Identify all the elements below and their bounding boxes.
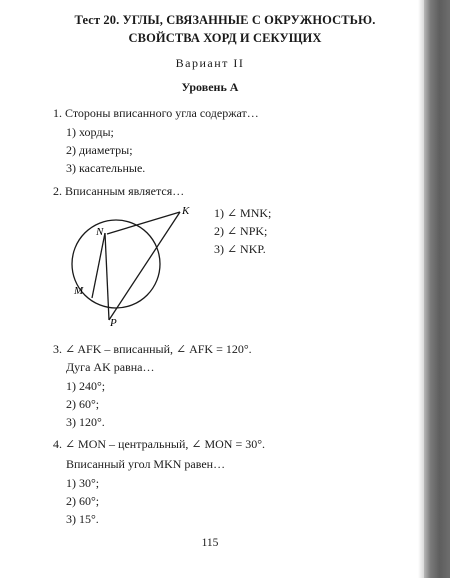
level-label: Уровень А bbox=[181, 80, 239, 94]
question-1-option-2: 2) диаметры; bbox=[66, 143, 133, 157]
question-4-option-3: 3) 15°. bbox=[66, 512, 99, 526]
label-p: P bbox=[110, 317, 117, 329]
label-n: N bbox=[96, 226, 104, 238]
question-2-text: 2. Вписанным является… bbox=[53, 184, 185, 198]
question-4-text: 4. ∠ MON – центральный, ∠ MON = 30°. bbox=[53, 437, 266, 451]
chord-pk bbox=[109, 212, 180, 320]
question-3-text: 3. ∠ AFK – вписанный, ∠ AFK = 120°. bbox=[53, 342, 252, 356]
test-title-line2: СВОЙСТВА ХОРД И СЕКУЩИХ bbox=[128, 31, 322, 45]
question-2-option-1: 1) ∠ MNK; bbox=[214, 206, 272, 220]
circle-figure bbox=[68, 200, 203, 335]
test-title-line1: Тест 20. УГЛЫ, СВЯЗАННЫЕ С ОКРУЖНОСТЬЮ. bbox=[74, 13, 376, 27]
label-k: K bbox=[182, 205, 190, 217]
variant-label: Вариант II bbox=[175, 56, 245, 70]
chord-nm bbox=[92, 233, 105, 298]
question-3-option-1: 1) 240°; bbox=[66, 379, 106, 393]
scan-shadow-edge bbox=[424, 0, 450, 578]
question-1-option-3: 3) касательные. bbox=[66, 161, 146, 175]
question-3-subtext: Дуга AK равна… bbox=[66, 360, 155, 374]
chord-nk bbox=[107, 212, 180, 234]
question-2-option-3: 3) ∠ NKP. bbox=[214, 242, 266, 256]
question-4-option-1: 1) 30°; bbox=[66, 476, 100, 490]
page-number: 115 bbox=[201, 537, 219, 549]
label-m: M bbox=[74, 285, 84, 297]
circle bbox=[72, 220, 160, 308]
question-4-subtext: Вписанный угол MKN равен… bbox=[66, 457, 226, 471]
question-4-option-2: 2) 60°; bbox=[66, 494, 100, 508]
question-1-option-1: 1) хорды; bbox=[66, 125, 114, 139]
question-1-text: 1. Стороны вписанного угла содержат… bbox=[53, 106, 259, 120]
question-3-option-2: 2) 60°; bbox=[66, 397, 100, 411]
question-2-option-2: 2) ∠ NPK; bbox=[214, 224, 268, 238]
question-3-option-3: 3) 120°. bbox=[66, 415, 105, 429]
